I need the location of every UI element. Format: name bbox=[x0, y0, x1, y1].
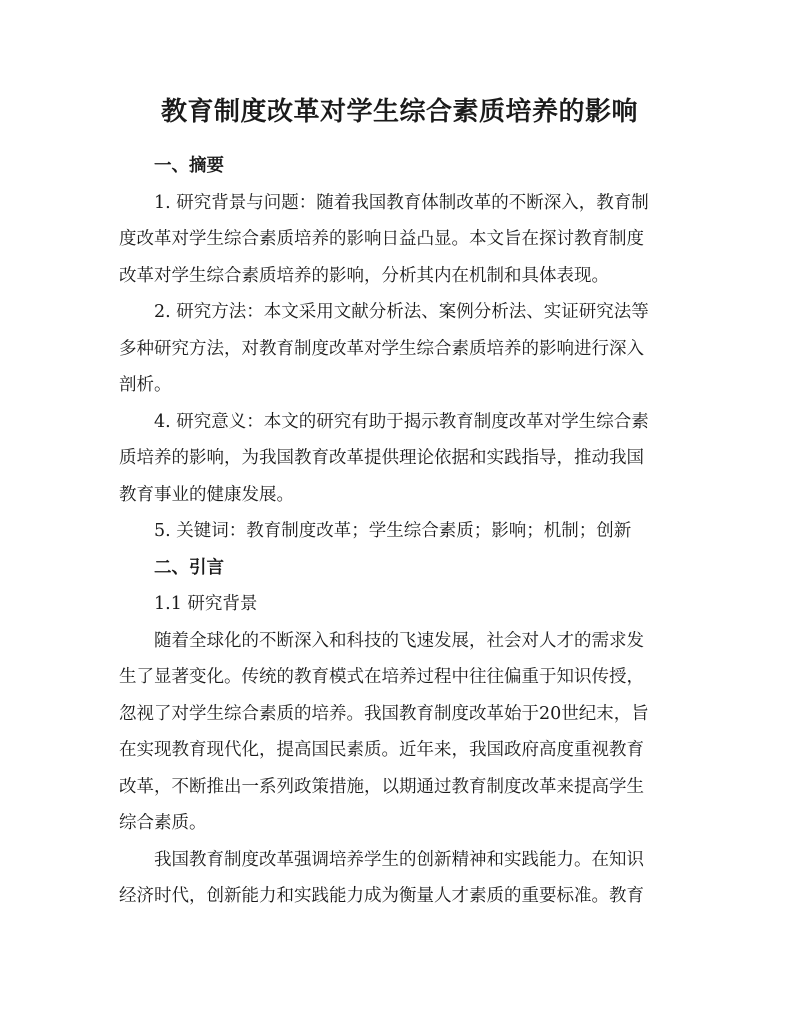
text-line: 改革，不断推出一系列政策措施，以期通过教育制度改革来提高学生 bbox=[119, 776, 644, 797]
text-line: 教育事业的健康发展。 bbox=[119, 484, 294, 505]
section-heading: 一、摘要 bbox=[154, 156, 224, 176]
text-line: 多种研究方法，对教育制度改革对学生综合素质培养的影响进行深入 bbox=[119, 338, 644, 359]
text-line: 2. 研究方法：本文采用文献分析法、案例分析法、实证研究法等 bbox=[154, 302, 649, 322]
text-line: 质培养的影响，为我国教育改革提供理论依据和实践指导，推动我国 bbox=[119, 448, 644, 468]
text-line: 生了显著变化。传统的教育模式在培养过程中往往偏重于知识传授， bbox=[119, 667, 644, 687]
section-heading: 二、引言 bbox=[154, 557, 224, 578]
document-body bbox=[119, 148, 680, 915]
text-line: 1.1 研究背景 bbox=[154, 594, 258, 614]
text-line: 度改革对学生综合素质培养的影响日益凸显。本文旨在探讨教育制度 bbox=[119, 229, 644, 249]
document-title: 教育制度改革对学生综合素质培养的影响 bbox=[160, 97, 638, 127]
text-line: 1. 研究背景与问题：随着我国教育体制改革的不断深入，教育制 bbox=[154, 192, 649, 213]
text-line: 4. 研究意义：本文的研究有助于揭示教育制度改革对学生综合素 bbox=[154, 411, 649, 432]
text-line: 忽视了对学生综合素质的培养。我国教育制度改革始于20世纪末，旨 bbox=[119, 703, 649, 724]
text-line: 随着全球化的不断深入和科技的飞速发展，社会对人才的需求发 bbox=[154, 630, 644, 651]
text-line: 综合素质。 bbox=[119, 813, 207, 833]
text-line: 在实现教育现代化，提高国民素质。近年来，我国政府高度重视教育 bbox=[119, 740, 644, 760]
text-line: 剖析。 bbox=[119, 375, 172, 395]
text-line: 改革对学生综合素质培养的影响，分析其内在机制和具体表现。 bbox=[119, 265, 609, 286]
text-line: 我国教育制度改革强调培养学生的创新精神和实践能力。在知识 bbox=[154, 849, 644, 870]
text-line: 经济时代，创新能力和实践能力成为衡量人才素质的重要标准。教育 bbox=[119, 886, 644, 906]
text-line: 5. 关键词：教育制度改革；学生综合素质；影响；机制；创新 bbox=[154, 521, 632, 541]
